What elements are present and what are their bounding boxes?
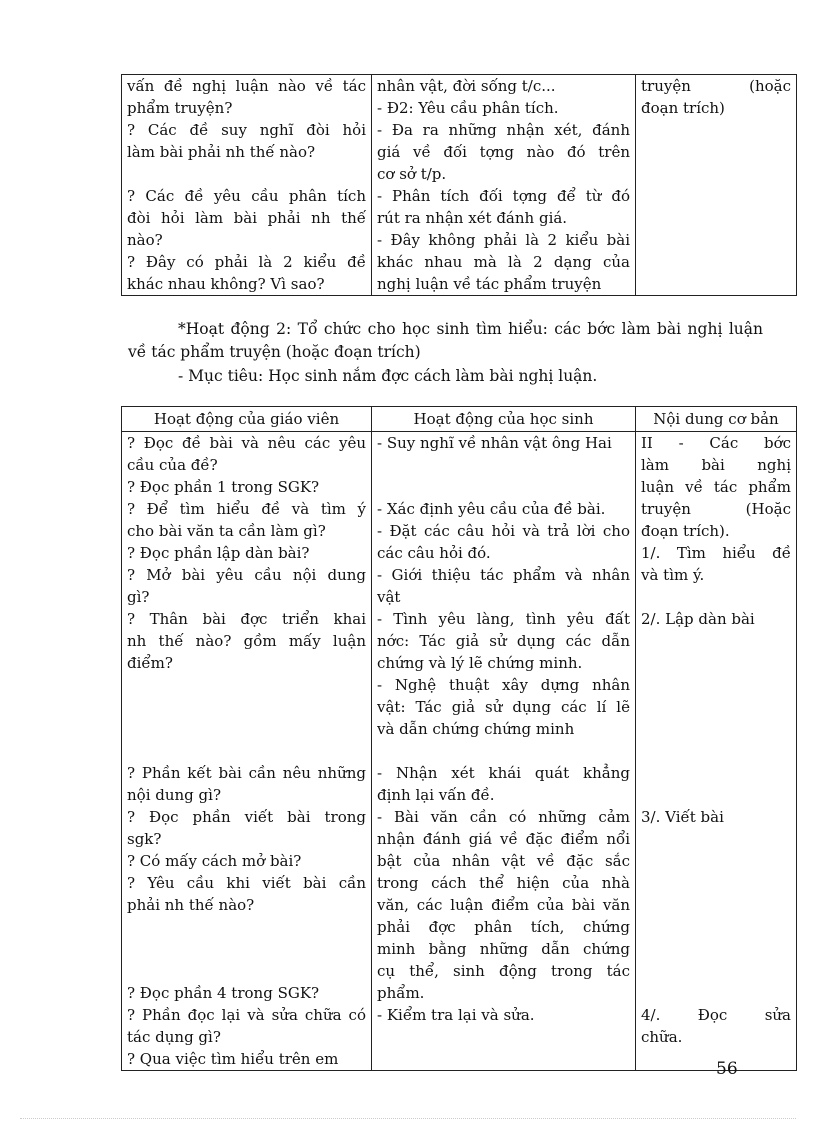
text-line: - Đây không phải là 2 kiểu bài	[377, 231, 630, 249]
text-line: 4/. Đọc sửa	[641, 1006, 791, 1024]
continuation-table	[121, 74, 797, 296]
text-line: ? Đọc phần viết bài trong	[127, 808, 366, 826]
text-line: làm bài nghị	[641, 456, 791, 474]
text-line	[641, 185, 791, 207]
text-line: văn, các luận điểm của bài văn	[377, 896, 630, 914]
text-line	[641, 652, 791, 674]
text-line	[377, 1026, 630, 1048]
text-line	[641, 119, 791, 141]
text-line: khác nhau không? Vì sao?	[127, 275, 325, 293]
t2-student-cell	[372, 432, 636, 1071]
text-line: ? Mở bài yêu cầu nội dung	[127, 566, 366, 584]
text-line: gì?	[127, 588, 150, 606]
text-line	[641, 718, 791, 740]
text-line: đoạn trích).	[641, 522, 730, 540]
text-line: cầu của đề?	[127, 456, 218, 474]
text-line: - Nhận xét khái quát khẳng	[377, 764, 630, 782]
text-line: - Nghệ thuật xây dựng nhân	[377, 676, 630, 694]
text-line: - Giới thiệu tác phẩm và nhân	[377, 566, 630, 584]
text-line: ? Để tìm hiểu đề và tìm ý	[127, 500, 366, 518]
text-line: trong cách thể hiện của nhà	[377, 874, 630, 892]
text-line: phải đợc phân tích, chứng	[377, 918, 630, 936]
text-line	[377, 1048, 630, 1070]
text-line: truyện (Hoặc	[641, 500, 791, 518]
text-line: vật: Tác giả sử dụng các lí lẽ	[377, 698, 630, 716]
page-number: 56	[716, 1059, 738, 1079]
text-line: minh bằng những dẫn chứng	[377, 940, 630, 958]
text-line: phải nh thế nào?	[127, 896, 255, 914]
text-line	[377, 476, 630, 498]
text-line	[641, 163, 791, 185]
table-header-row	[122, 407, 797, 432]
t1-student-cell	[372, 75, 636, 296]
text-line: ? Các đề suy nghĩ đòi hỏi	[127, 121, 366, 139]
text-line	[127, 718, 366, 740]
text-line	[377, 454, 630, 476]
t1-content-cell	[636, 75, 797, 296]
text-line: đòi hỏi làm bài phải nh thế	[127, 209, 366, 227]
text-line: nội dung gì?	[127, 786, 221, 804]
text-line	[641, 872, 791, 894]
text-line: và tìm ý.	[641, 566, 705, 584]
activity-heading: *Hoạt động 2: Tổ chức cho học sinh tìm hiểu: các bớc làm bài nghị luận	[178, 320, 763, 338]
text-line	[641, 674, 791, 696]
text-line: ? Có mấy cách mở bài?	[127, 852, 302, 870]
t2-teacher-cell	[122, 432, 372, 1071]
text-line	[127, 163, 366, 185]
text-line: truyện (hoặc	[641, 77, 791, 95]
text-line	[641, 850, 791, 872]
text-line: ? Yêu cầu khi viết bài cần	[127, 874, 366, 892]
header-student: Hoạt động của học sinh	[372, 407, 636, 432]
text-line: nào?	[127, 231, 163, 249]
activity-table	[121, 406, 797, 1071]
text-line: - Đ2: Yêu cầu phân tích.	[377, 99, 559, 117]
text-line: ? Thân bài đợc triển khai	[127, 610, 366, 628]
text-line: luận về tác phẩm	[641, 478, 791, 496]
text-line	[127, 740, 366, 762]
text-line: ? Phần đọc lại và sửa chữa có	[127, 1006, 366, 1024]
text-line: - Tình yêu làng, tình yêu đất	[377, 610, 630, 628]
text-line: - Bài văn cần có những cảm	[377, 808, 630, 826]
text-line: chứng và lý lẽ chứng minh.	[377, 654, 583, 672]
text-line: nhận đánh giá về đặc điểm nổi	[377, 830, 630, 848]
text-line: đoạn trích)	[641, 99, 725, 117]
text-line: cụ thể, sinh động trong tác	[377, 962, 630, 980]
text-line	[127, 916, 366, 938]
text-line	[641, 696, 791, 718]
text-line: điểm?	[127, 654, 173, 672]
text-line: 2/. Lập dàn bài	[641, 610, 755, 628]
activity-objective: - Mục tiêu: Học sinh nắm đợc cách làm bài nghị luận.	[178, 367, 598, 385]
text-line: ? Các đề yêu cầu phân tích	[127, 187, 366, 205]
text-line	[377, 740, 630, 762]
text-line: giá về đối tợng nào đó trên	[377, 143, 630, 161]
text-line: - Phân tích đối tợng để từ đó	[377, 187, 630, 205]
text-line	[641, 784, 791, 806]
text-line	[641, 630, 791, 652]
text-line: nớc: Tác giả sử dụng các dẫn	[377, 632, 630, 650]
header-teacher: Hoạt động của giáo viên	[122, 407, 372, 432]
page-divider	[20, 1118, 796, 1119]
text-line: phẩm.	[377, 984, 425, 1002]
text-line	[641, 251, 791, 273]
text-line: - Xác định yêu cầu của đề bài.	[377, 500, 606, 518]
text-line: tác dụng gì?	[127, 1028, 221, 1046]
text-line	[641, 916, 791, 938]
text-line	[127, 696, 366, 718]
text-line	[127, 960, 366, 982]
text-line: ? Đọc phần lập dàn bài?	[127, 544, 310, 562]
text-line: - Suy nghĩ về nhân vật ông Hai	[377, 434, 612, 452]
text-line: 3/. Viết bài	[641, 808, 724, 826]
text-line	[127, 674, 366, 696]
text-line	[641, 762, 791, 784]
text-line: vấn đề nghị luận nào về tác	[127, 77, 366, 95]
text-line: nh thế nào? gồm mấy luận	[127, 632, 366, 650]
text-line: các câu hỏi đó.	[377, 544, 491, 562]
text-line	[641, 938, 791, 960]
text-line	[641, 141, 791, 163]
text-line: ? Đây có phải là 2 kiểu đề	[127, 253, 366, 271]
text-line: nhân vật, đời sống t/c...	[377, 77, 556, 95]
text-line	[641, 229, 791, 251]
text-line: sgk?	[127, 830, 162, 848]
text-line: làm bài phải nh thế nào?	[127, 143, 316, 161]
text-line: ? Đọc phần 1 trong SGK?	[127, 478, 320, 496]
text-line: định lại vấn đề.	[377, 786, 495, 804]
text-line	[641, 586, 791, 608]
text-line	[641, 982, 791, 1004]
text-line	[127, 938, 366, 960]
text-line: phẩm truyện?	[127, 99, 233, 117]
text-line	[641, 828, 791, 850]
text-line: bật của nhân vật về đặc sắc	[377, 852, 630, 870]
text-line	[641, 894, 791, 916]
header-content: Nội dung cơ bản	[636, 407, 797, 432]
text-line: - Kiểm tra lại và sửa.	[377, 1006, 535, 1024]
activity-heading-cont: về tác phẩm truyện (hoặc đoạn trích)	[128, 343, 421, 361]
text-line: khác nhau mà là 2 dạng của	[377, 253, 630, 271]
text-line: chữa.	[641, 1028, 683, 1046]
text-line	[641, 740, 791, 762]
text-line: ? Đọc phần 4 trong SGK?	[127, 984, 320, 1002]
text-line	[641, 207, 791, 229]
text-line: cho bài văn ta cần làm gì?	[127, 522, 326, 540]
text-line: ? Qua việc tìm hiểu trên em	[127, 1050, 339, 1068]
text-line: vật	[377, 588, 401, 606]
text-line	[641, 273, 791, 295]
text-line: nghị luận về tác phẩm truyện	[377, 275, 602, 293]
text-line: 1/. Tìm hiểu đề	[641, 544, 791, 562]
text-line	[641, 960, 791, 982]
text-line: rút ra nhận xét đánh giá.	[377, 209, 568, 227]
text-line: và dẫn chứng chứng minh	[377, 720, 575, 738]
text-line: ? Đọc đề bài và nêu các yêu	[127, 434, 366, 452]
text-line: - Đa ra những nhận xét, đánh	[377, 121, 630, 139]
text-line: II - Các bớc	[641, 434, 791, 452]
t1-teacher-cell	[122, 75, 372, 296]
text-line: - Đặt các câu hỏi và trả lời cho	[377, 522, 630, 540]
text-line: ? Phần kết bài cần nêu những	[127, 764, 366, 782]
t2-content-cell	[636, 432, 797, 1071]
text-line: cơ sở t/p.	[377, 165, 447, 183]
